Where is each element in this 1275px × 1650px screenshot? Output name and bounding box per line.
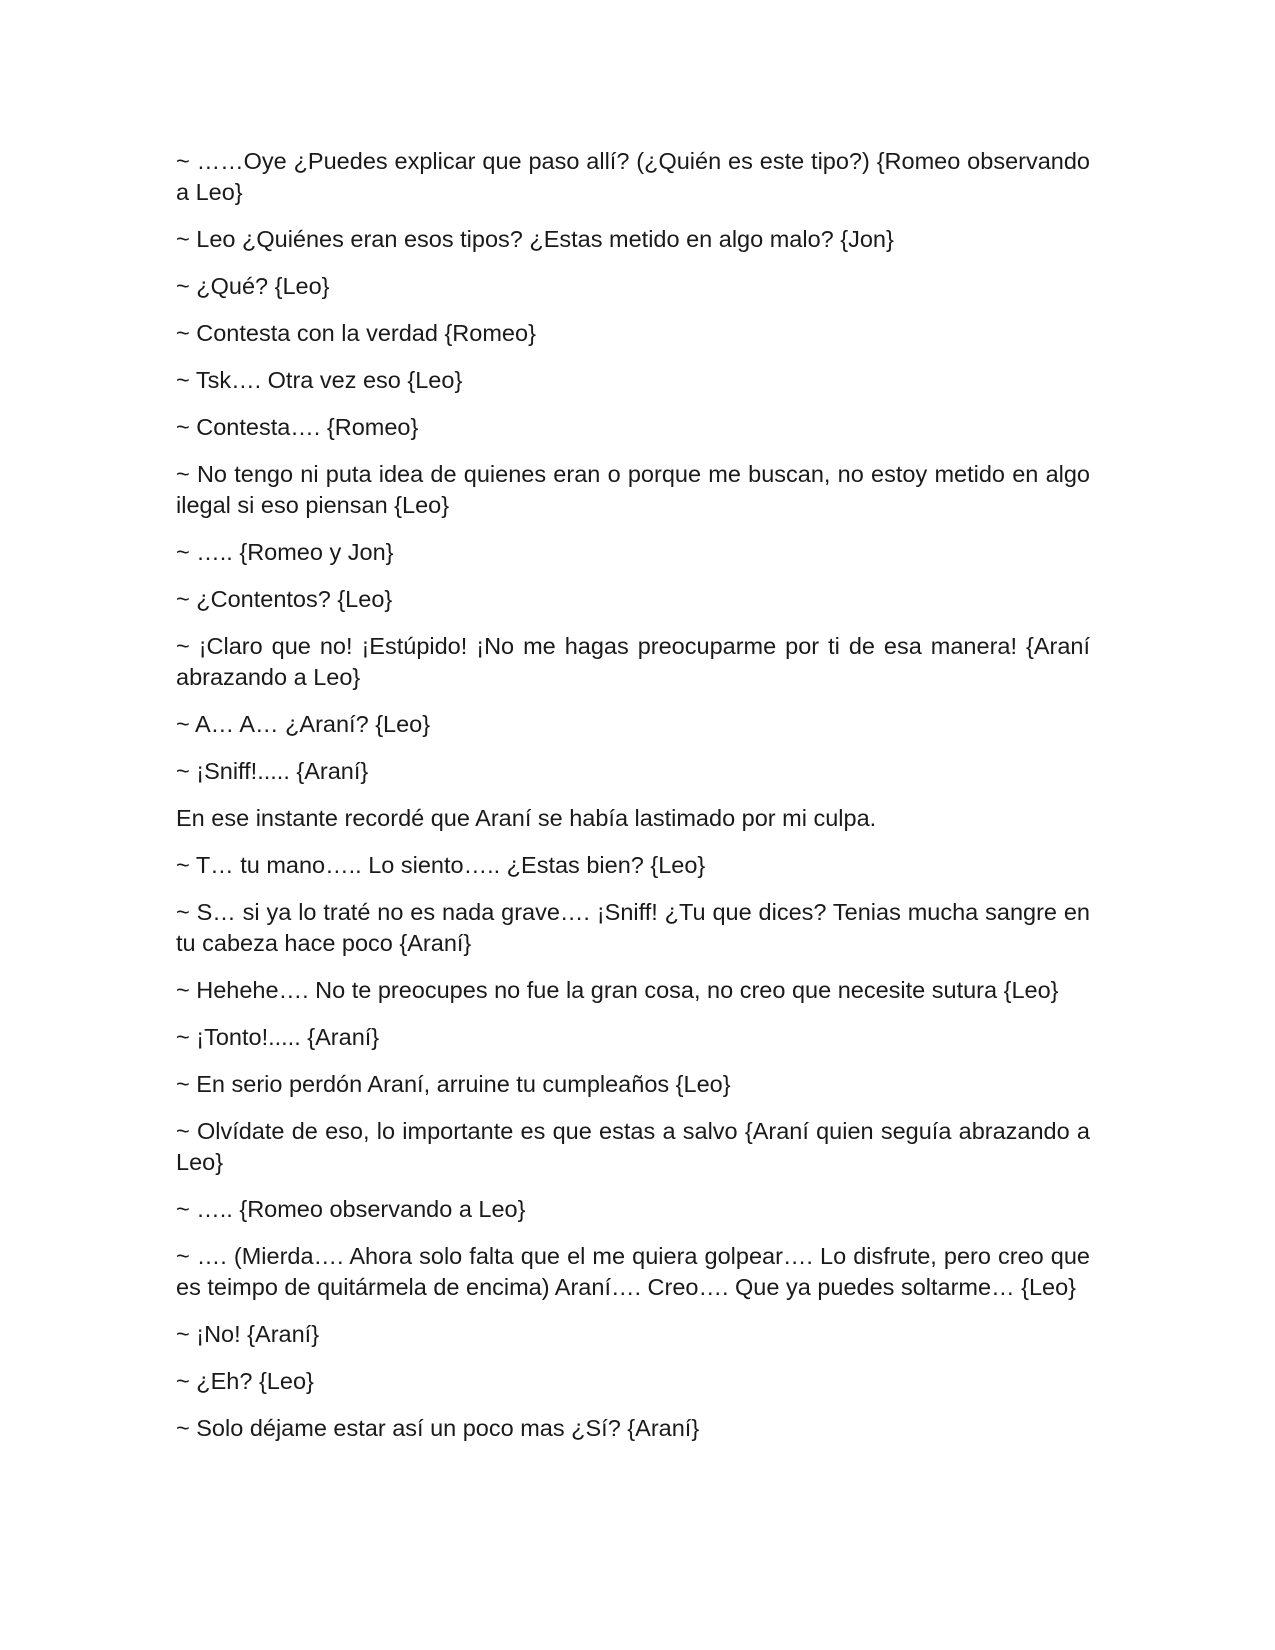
paragraph: ~ Leo ¿Quiénes eran esos tipos? ¿Estas metido en algo malo? {Jon} [176, 226, 894, 252]
paragraph: ~ Hehehe…. No te preocupes no fue la gran cosa, no creo que necesite sutura {Leo} [176, 977, 1059, 1003]
document-body [176, 146, 1090, 1460]
paragraph: ~ …. (Mierda…. Ahora solo falta que el me quiera golpear…. Lo disfrute, pero creo que es teimpo de quitármela de encima) Araní…. Creo…. Que ya puedes soltarme… {Leo} [176, 1243, 1090, 1300]
paragraph: ~ Contesta con la verdad {Romeo} [176, 320, 536, 346]
paragraph: ~ ¿Qué? {Leo} [176, 273, 330, 299]
paragraph: ~ S… si ya lo traté no es nada grave…. ¡Sniff! ¿Tu que dices? Tenias mucha sangre en tu cabeza hace poco {Araní} [176, 899, 1090, 956]
paragraph: ~ ¿Contentos? {Leo} [176, 586, 393, 612]
paragraph: En ese instante recordé que Araní se había lastimado por mi culpa. [176, 805, 877, 831]
paragraph: ~ Olvídate de eso, lo importante es que estas a salvo {Araní quien seguía abrazando a Leo} [176, 1118, 1090, 1175]
paragraph: ~ ….. {Romeo y Jon} [176, 539, 394, 565]
paragraph: ~ ¡No! {Araní} [176, 1321, 320, 1347]
paragraph: ~ Solo déjame estar así un poco mas ¿Sí? {Araní} [176, 1415, 700, 1441]
paragraph: ~ A… A… ¿Araní? {Leo} [176, 711, 431, 737]
paragraph: ~ ¡Claro que no! ¡Estúpido! ¡No me hagas preocuparme por ti de esa manera! {Araní abrazando a Leo} [176, 633, 1090, 690]
paragraph: ~ En serio perdón Araní, arruine tu cumpleaños {Leo} [176, 1071, 731, 1097]
paragraph: ~ ……Oye ¿Puedes explicar que paso allí? (¿Quién es este tipo?) {Romeo observando a Leo} [176, 148, 1090, 205]
paragraph: ~ ¡Tonto!..... {Araní} [176, 1024, 380, 1050]
paragraph: ~ No tengo ni puta idea de quienes eran o porque me buscan, no estoy metido en algo ilegal si eso piensan {Leo} [176, 461, 1090, 518]
paragraph: ~ ¿Eh? {Leo} [176, 1368, 314, 1394]
paragraph: ~ Contesta…. {Romeo} [176, 414, 419, 440]
paragraph: ~ ….. {Romeo observando a Leo} [176, 1196, 526, 1222]
paragraph: ~ T… tu mano….. Lo siento….. ¿Estas bien? {Leo} [176, 852, 706, 878]
paragraph: ~ ¡Sniff!..... {Araní} [176, 758, 369, 784]
paragraph: ~ Tsk…. Otra vez eso {Leo} [176, 367, 463, 393]
